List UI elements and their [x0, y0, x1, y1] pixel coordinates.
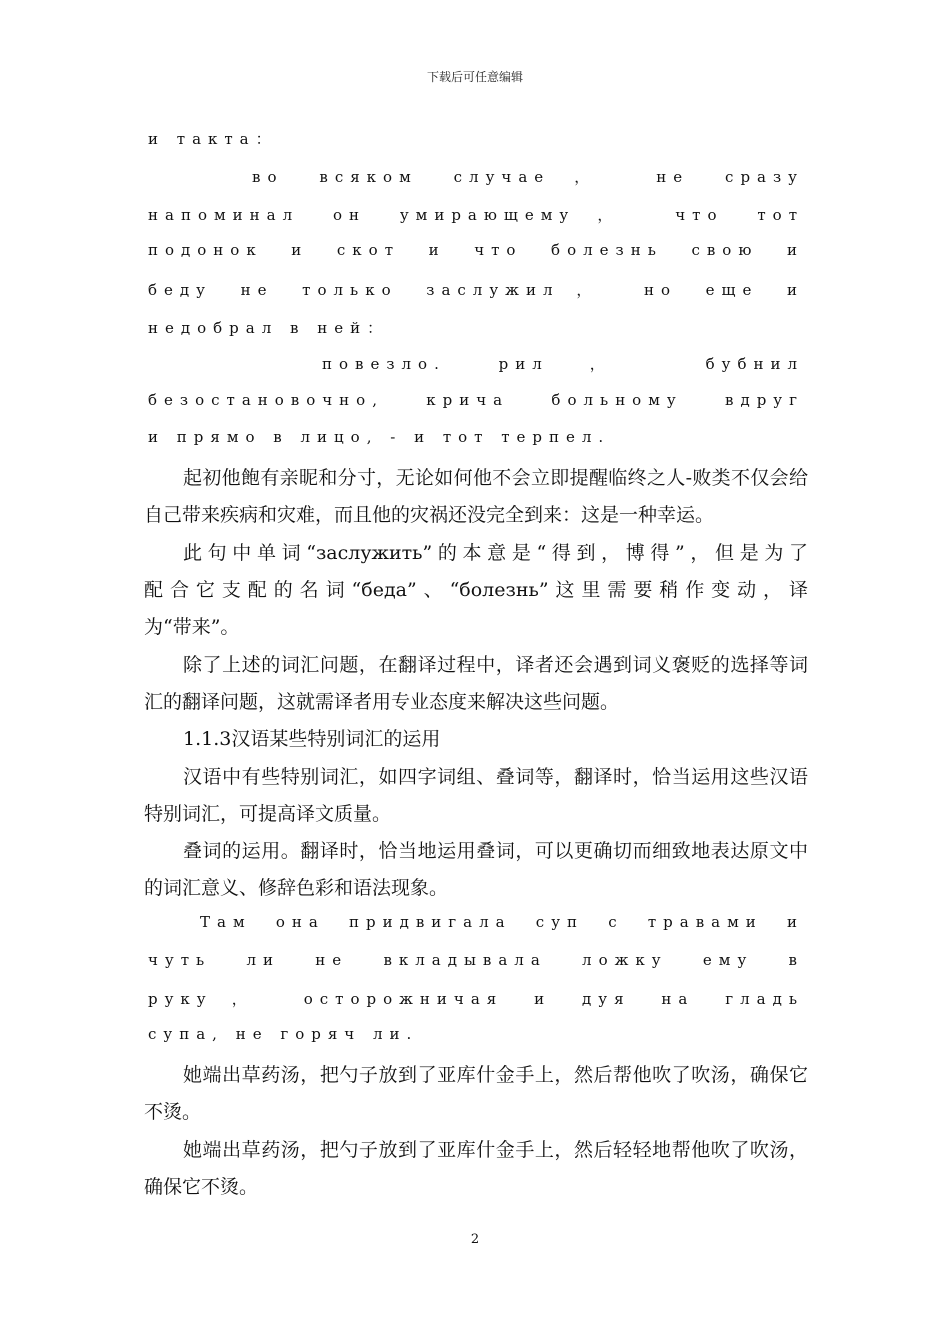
- russian-text-line: чуть ли не вкладывала ложку ему в: [148, 951, 804, 969]
- paragraph-line: 除了上述的词汇问题，在翻译过程中，译者还会遇到词义褒贬的选择等词: [183, 654, 808, 676]
- russian-text-line: во всяком случае， не сразу: [252, 168, 804, 186]
- page-number: 2: [470, 1232, 480, 1247]
- russian-text-line: безостановочно, крича больному вдруг: [148, 391, 804, 409]
- paragraph-line: 此句中单词“заслужить”的本意是“得到，博得”，但是为了: [183, 542, 808, 564]
- paragraph-line: 她端出草药汤，把勺子放到了亚库什金手上，然后轻轻地帮他吹了吹汤，: [183, 1139, 808, 1161]
- russian-text-line: повезло. рил， бубнил: [322, 355, 804, 373]
- russian-text-line: напоминал он умирающему， что тот: [148, 206, 804, 224]
- russian-text-line: недобрал в ней：: [148, 319, 390, 337]
- russian-text-line: супа, не горяч ли.: [148, 1025, 419, 1043]
- russian-text-line: подонок и скот и что болезнь свою и: [148, 241, 804, 259]
- russian-text-line: Там она придвигала суп с травами и: [200, 913, 804, 931]
- section-heading: 1.1.3汉语某些特别词汇的运用: [183, 728, 441, 750]
- paragraph-line: 特别词汇，可提高译文质量。: [144, 803, 392, 825]
- paragraph-line: 为“带来”。: [144, 616, 240, 638]
- russian-text-line: и прямо в лицо, - и тот терпел.: [148, 428, 611, 446]
- paragraph-line: 起初他飽有亲昵和分寸，无论如何他不会立即提醒临终之人-败类不仅会给: [183, 467, 808, 489]
- page-header: 下载后可任意编辑: [426, 70, 523, 84]
- russian-text-line: руку， осторожничая и дуя на гладь: [148, 990, 804, 1008]
- russian-text-line: беду не только заслужил， но еще и: [148, 281, 804, 299]
- russian-text-line: и такта：: [148, 130, 278, 148]
- paragraph-line: 汉语中有些特别词汇，如四字词组、叠词等，翻译时，恰当运用这些汉语: [183, 766, 808, 788]
- paragraph-line: 配合它支配的名词“беда”、“болезнь”这里需要稍作变动，译: [144, 579, 808, 601]
- paragraph-line: 自己带来疾病和灾难，而且他的灾祸还没完全到来：这是一种幸运。: [144, 504, 715, 526]
- paragraph-line: 她端出草药汤，把勺子放到了亚库什金手上，然后帮他吹了吹汤，确保它: [183, 1064, 808, 1086]
- paragraph-line: 确保它不烫。: [144, 1176, 259, 1198]
- paragraph-line: 不烫。: [144, 1101, 202, 1123]
- paragraph-line: 叠词的运用。翻译时，恰当地运用叠词，可以更确切而细致地表达原文中: [183, 840, 808, 862]
- paragraph-line: 的词汇意义、修辞色彩和语法现象。: [144, 877, 449, 899]
- paragraph-line: 汇的翻译问题，这就需译者用专业态度来解决这些问题。: [144, 691, 620, 713]
